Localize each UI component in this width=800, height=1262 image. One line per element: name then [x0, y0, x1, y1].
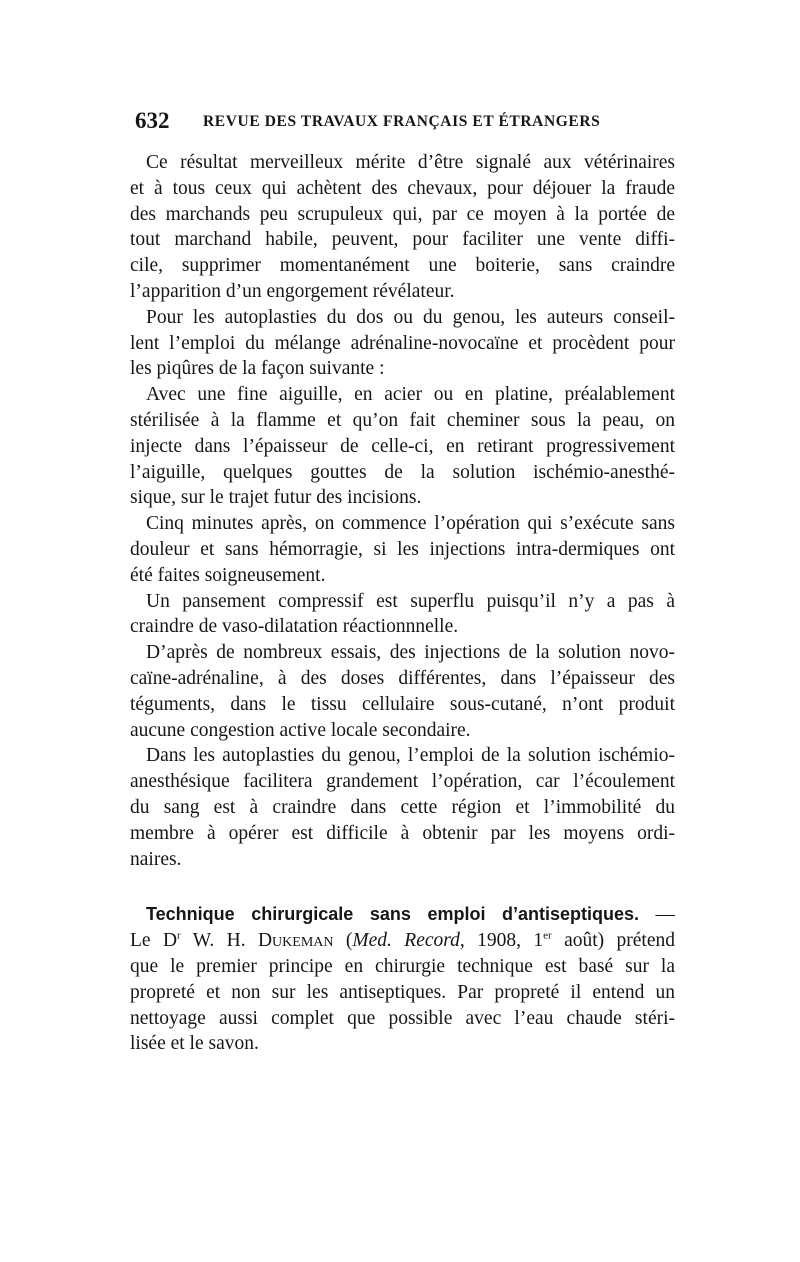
text-line: Avec une fine aiguille, en acier ou en platine, préalablement: [146, 384, 675, 406]
body-text: [130, 150, 675, 1057]
text-line: lisée et le savon.: [130, 1033, 259, 1055]
text-line: stérilisée à la flamme et qu’on fait cheminer sous la peau, on: [130, 409, 675, 431]
author-surname: Dukeman: [257, 930, 334, 952]
text-line: D’après de nombreux essais, des injections de la solution novo-: [146, 642, 675, 664]
text-line: Ce résultat merveilleux mérite d’être signalé aux vétérinaires: [146, 152, 675, 173]
paragraph: [130, 511, 675, 588]
section-paragraph: [130, 902, 675, 1057]
text-line: membre à opérer est difficile à obtenir par les moyens ordi-: [130, 822, 675, 844]
text-line: des marchands peu scrupuleux qui, par ce moyen à la portée de: [130, 203, 675, 225]
text-line: tout marchand habile, peuvent, pour faciliter une vente diffi-: [130, 229, 675, 251]
section-title: Technique chirurgicale sans emploi d’antiseptiques.: [146, 904, 640, 925]
journal-name: Med. Record: [352, 930, 460, 952]
text-line: et à tous ceux qui achètent des chevaux, pour déjouer la fraude: [130, 177, 675, 199]
text-line: naires.: [130, 848, 182, 870]
page-header: [135, 108, 675, 134]
byline-prefix: Le D: [130, 930, 178, 952]
date-superscript: er: [543, 929, 552, 942]
text-line: cile, supprimer momentanément une boiterie, sans craindre: [130, 255, 675, 277]
paragraph: [130, 743, 675, 872]
paragraph: [130, 382, 675, 511]
em-dash: —: [655, 904, 676, 926]
citation-close: août) prétend: [551, 930, 676, 952]
text-line: aucune congestion active locale secondaire.: [130, 719, 471, 741]
text-line: propreté et non sur les antiseptiques. Par propreté il entend un: [130, 981, 675, 1003]
text-line: caïne-adrénaline, à des doses différentes, dans l’épaisseur des: [130, 667, 675, 689]
paragraph: [130, 640, 675, 743]
paragraph: [130, 589, 675, 641]
text-line: Pour les autoplasties du dos ou du genou, les auteurs conseil-: [146, 306, 675, 328]
citation-line: [130, 928, 675, 954]
citation-date: , 1908, 1: [459, 930, 544, 952]
text-line: Un pansement compressif est superflu puisqu’il n’y a pas à: [146, 590, 675, 612]
section-heading-line: [130, 902, 675, 928]
citation-open: (: [345, 930, 353, 952]
section-spacer: [130, 872, 675, 902]
text-line: du sang est à craindre dans cette région et l’immobilité du: [130, 796, 675, 818]
text-line: douleur et sans hémorragie, si les injections intra-dermiques ont: [130, 538, 675, 560]
text-line: que le premier principe en chirurgie technique est basé sur la: [130, 955, 675, 977]
text-line: Dans les autoplasties du genou, l’emploi de la solution ischémio-: [146, 745, 675, 767]
text-line: craindre de vaso-dilatation réactionnnelle.: [130, 616, 459, 638]
text-line: sique, sur le trajet futur des incisions.: [130, 487, 422, 509]
text-line: l’apparition d’un engorgement révélateur.: [130, 280, 455, 302]
text-line: l’aiguille, quelques gouttes de la solution ischémio-anesthé-: [130, 461, 675, 483]
text-line: lent l’emploi du mélange adrénaline-novocaïne et procèdent pour: [130, 332, 675, 354]
paragraph: [130, 150, 675, 305]
text-line: téguments, dans le tissu cellulaire sous-cutané, n’ont produit: [130, 693, 675, 715]
page-number: 632: [135, 108, 170, 133]
text-line: les piqûres de la façon suivante :: [130, 358, 385, 380]
text-line: anesthésique facilitera grandement l’opération, car l’écoulement: [130, 771, 675, 793]
text-line: injecte dans l’épaisseur de celle-ci, en retirant progressivement: [130, 435, 675, 457]
running-title: REVUE DES TRAVAUX FRANÇAIS ET ÉTRANGERS: [203, 113, 601, 130]
text-line: nettoyage aussi complet que possible avec l’eau chaude stéri-: [130, 1007, 675, 1029]
text-line: Cinq minutes après, on commence l’opération qui s’exécute sans: [146, 513, 675, 535]
author-initials: W. H.: [192, 930, 246, 952]
paragraph: [130, 305, 675, 382]
dr-superscript: r: [177, 929, 181, 942]
text-line: été faites soigneusement.: [130, 564, 326, 586]
